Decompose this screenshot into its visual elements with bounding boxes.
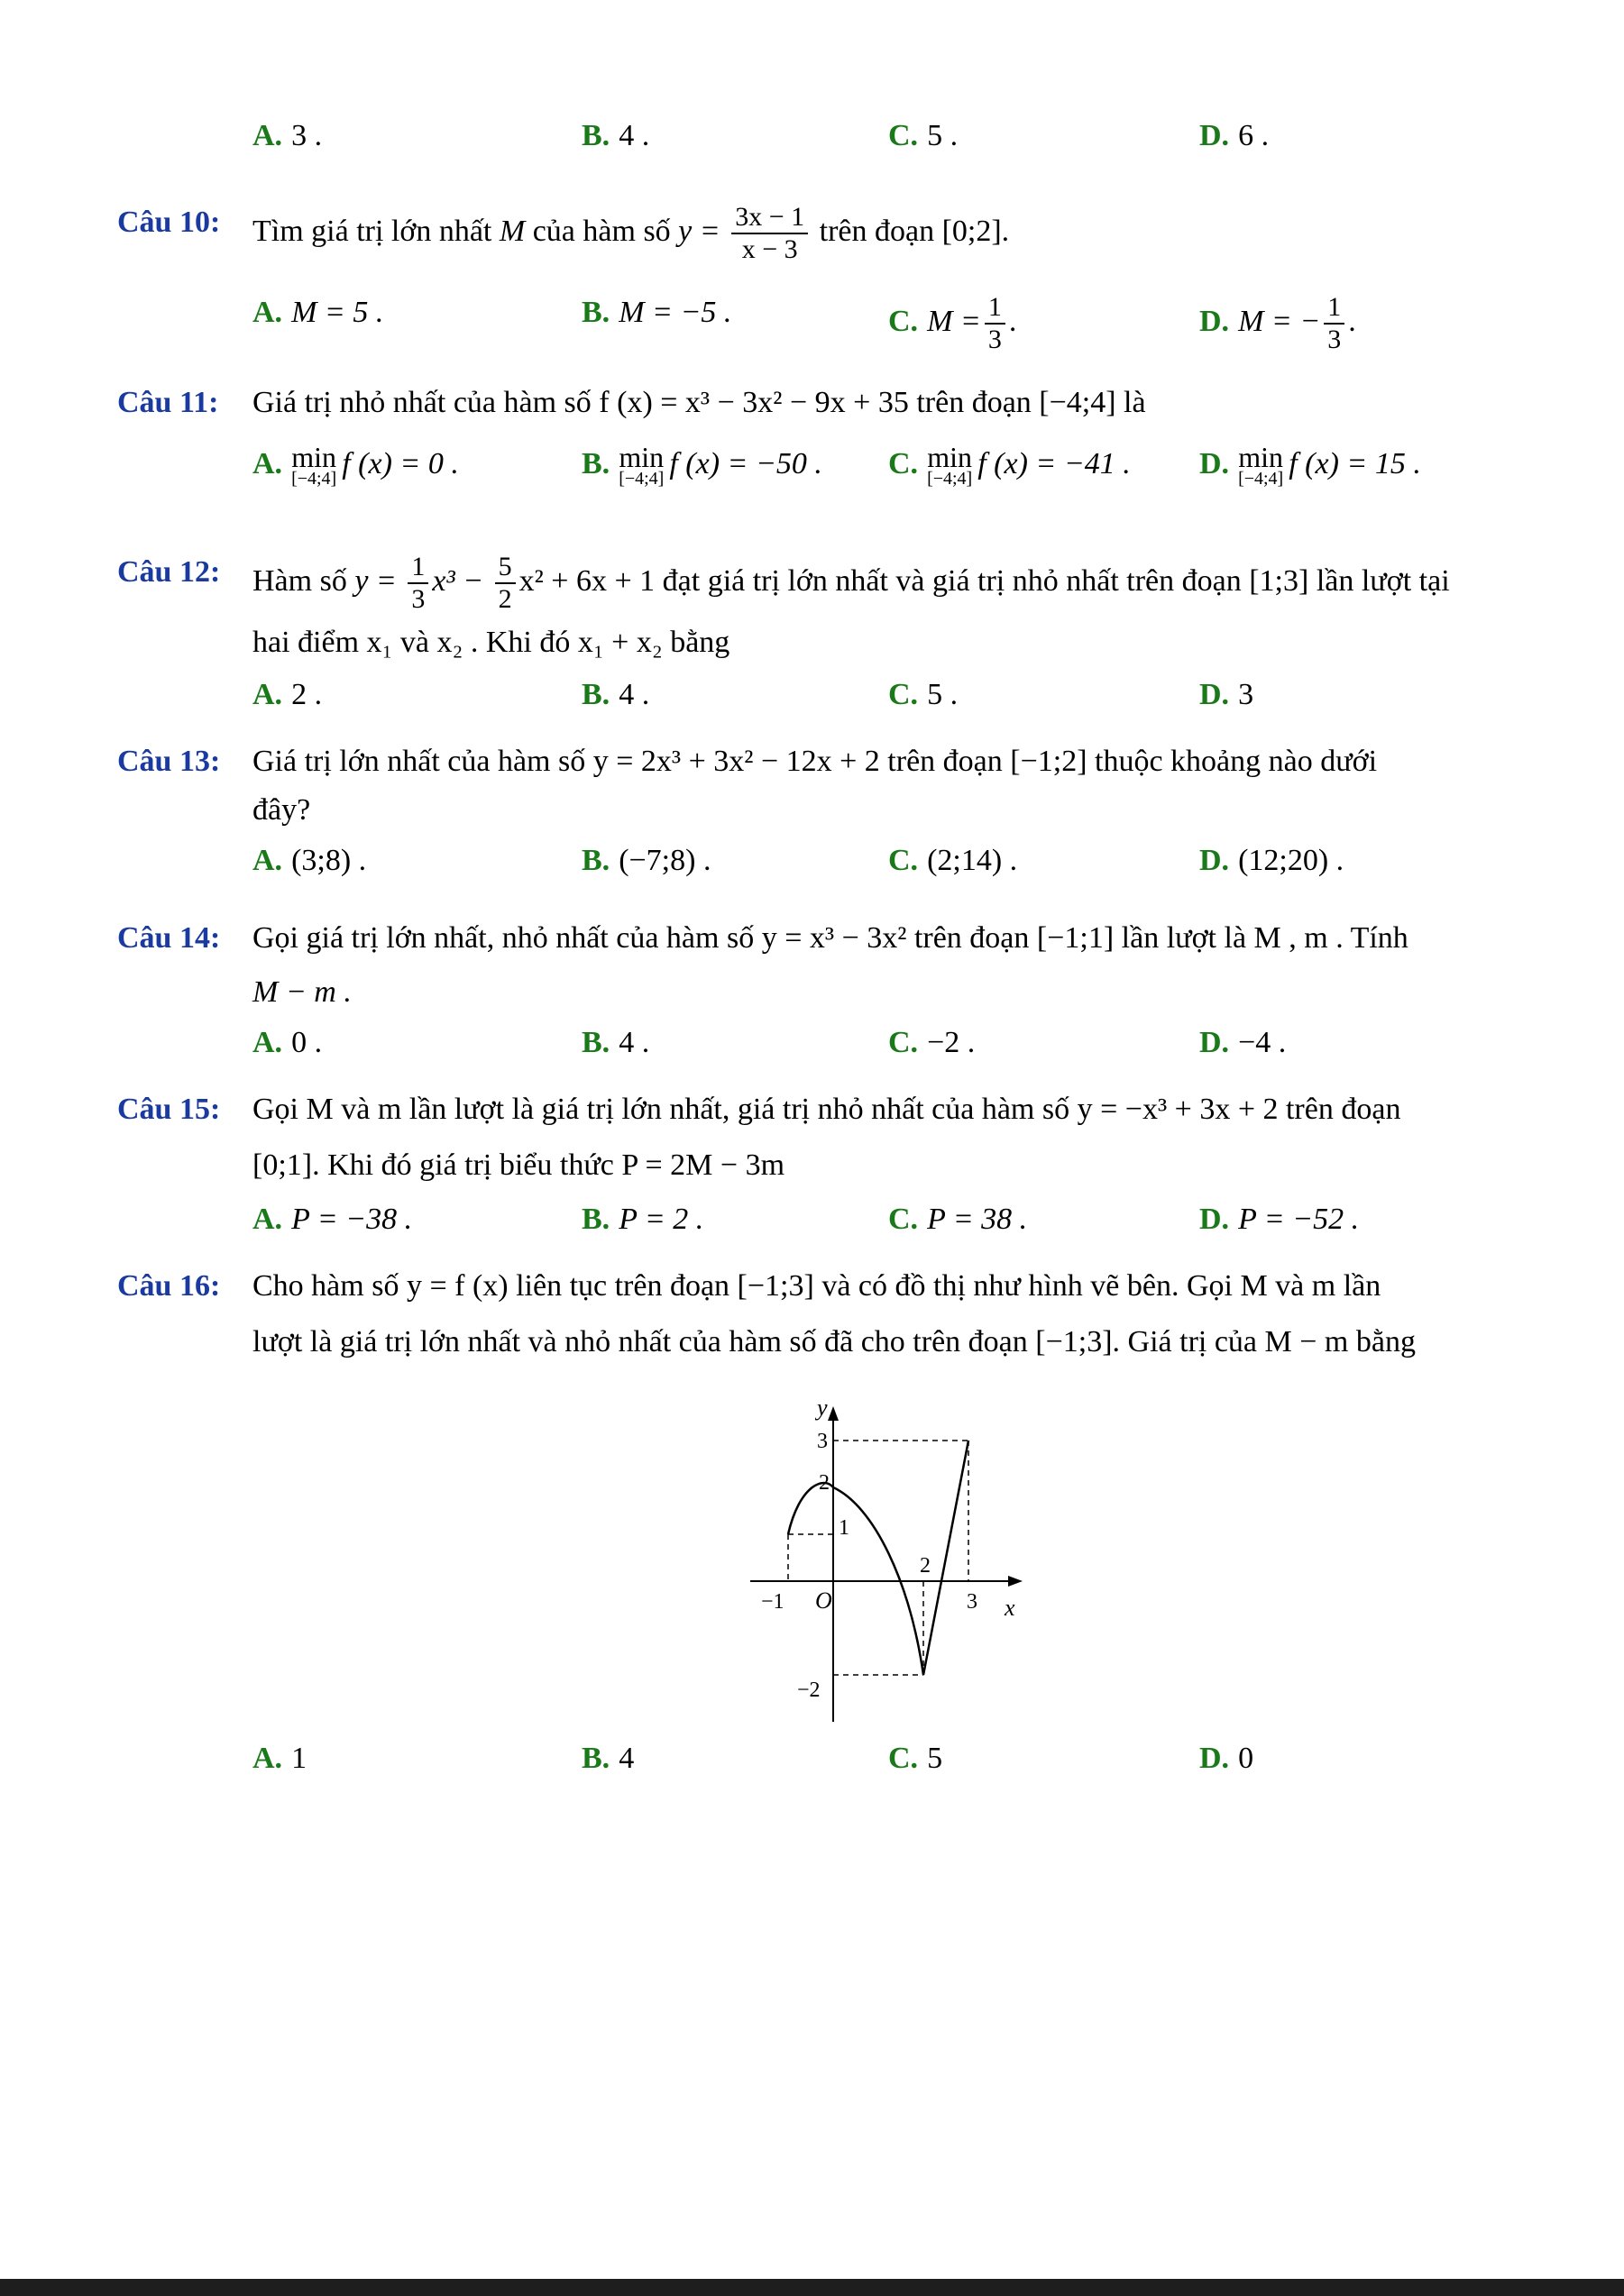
q16-text-line1: Cho hàm số y = f (x) liên tục trên đoạn [−1;3] và có đồ thị như hình vẽ bên. Gọi M và m lần (252, 1269, 1381, 1303)
q9-option-b[interactable]: B. 4 . (582, 119, 650, 152)
q15-option-b[interactable]: B. P = 2 . (582, 1203, 704, 1236)
tick-x-3: 3 (967, 1590, 977, 1614)
q13-text-line2: đây? (252, 793, 311, 827)
q14-option-b[interactable]: B. 4 . (582, 1026, 650, 1059)
q15-option-a[interactable]: A. P = −38 . (252, 1203, 413, 1236)
q10-text: Tìm giá trị lớn nhất M của hàm số y = $\frac{3x - 1}{x - 3}$ trên đoạn [0;2]. (252, 202, 1010, 264)
q16-option-a[interactable]: A. 1 (252, 1742, 307, 1775)
q12-option-a[interactable]: A. 2 . (252, 678, 323, 711)
x-axis-arrow-icon (1008, 1576, 1023, 1587)
q9-option-a[interactable]: A. 3 . (252, 119, 323, 152)
q14-text-line2: M − m . (252, 975, 352, 1009)
q13-option-c[interactable]: C. (2;14) . (888, 844, 1018, 877)
q12-text-line2: hai điểm x₁ và x₂ . Khi đó x₁ + x₂ bằng (252, 626, 730, 659)
q12-option-d[interactable]: D. 3 (1199, 678, 1254, 711)
y-axis-arrow-icon (828, 1406, 839, 1421)
q10-option-a[interactable]: A. M = 5 . (252, 296, 384, 329)
q16-number: Câu 16: (117, 1269, 221, 1303)
function-graph (741, 1388, 1039, 1731)
q15-text-line2: [0;1]. Khi đó giá trị biểu thức P = 2M − 3m (252, 1148, 785, 1182)
q10-option-c[interactable]: C. M = $\frac{1}{3}$ . (888, 292, 1017, 354)
q11-option-c[interactable]: C. min [−4;4] f (x) = −41 . (888, 441, 1131, 489)
q16-option-c[interactable]: C. 5 (888, 1742, 943, 1775)
tick-x-minus1: −1 (761, 1590, 784, 1614)
q14-option-c[interactable]: C. −2 . (888, 1026, 976, 1059)
q11-text: Giá trị nhỏ nhất của hàm số f (x) = x³ − 3x² − 9x + 35 trên đoạn [−4;4] là (252, 386, 1146, 419)
q12-text-line1: Hàm số y = $\frac{1}{3}$ x³ − $\frac{5}{2}$ x² + 6x + 1 đạt giá trị lớn nhất và giá trị nhỏ nhất trên đoạn [1;3] lần lượt tại (252, 552, 1450, 614)
x-axis-label: x (1005, 1595, 1015, 1621)
q9-option-d[interactable]: D. 6 . (1199, 119, 1270, 152)
q14-option-d[interactable]: D. −4 . (1199, 1026, 1287, 1059)
function-curve (788, 1441, 968, 1675)
dashed-guides (788, 1441, 968, 1675)
tick-y-1: 1 (839, 1516, 849, 1540)
q11-option-b[interactable]: B. min [−4;4] f (x) = −50 . (582, 441, 822, 489)
y-axis-label: y (817, 1395, 828, 1421)
q14-number: Câu 14: (117, 921, 221, 955)
q13-option-a[interactable]: A. (3;8) . (252, 844, 367, 877)
q15-option-c[interactable]: C. P = 38 . (888, 1203, 1028, 1236)
q14-text-line1: Gọi giá trị lớn nhất, nhỏ nhất của hàm số y = x³ − 3x² trên đoạn [−1;1] lần lượt là M , m . Tính (252, 921, 1408, 955)
q16-option-b[interactable]: B. 4 (582, 1742, 635, 1775)
q10-option-b[interactable]: B. M = −5 . (582, 296, 732, 329)
q16-option-d[interactable]: D. 0 (1199, 1742, 1254, 1775)
q12-option-b[interactable]: B. 4 . (582, 678, 650, 711)
q10-fraction: $\frac{3x - 1}{x - 3}$ (731, 202, 808, 265)
q12-number: Câu 12: (117, 555, 221, 589)
q13-text-line1: Giá trị lớn nhất của hàm số y = 2x³ + 3x² − 12x + 2 trên đoạn [−1;2] thuộc khoảng nào dưới (252, 745, 1378, 778)
bottom-bar (0, 2279, 1624, 2296)
q13-option-b[interactable]: B. (−7;8) . (582, 844, 711, 877)
q15-text-line1: Gọi M và m lần lượt là giá trị lớn nhất, giá trị nhỏ nhất của hàm số y = −x³ + 3x + 2 trên đoạn (252, 1093, 1401, 1126)
q13-option-d[interactable]: D. (12;20) . (1199, 844, 1344, 877)
q11-option-a[interactable]: A. min [−4;4] f (x) = 0 . (252, 441, 459, 489)
q10-option-d[interactable]: D. M = − $\frac{1}{3}$ . (1199, 292, 1356, 354)
q13-number: Câu 13: (117, 745, 221, 778)
tick-y-2: 2 (819, 1471, 830, 1495)
tick-y-3: 3 (817, 1430, 828, 1453)
q15-number: Câu 15: (117, 1093, 221, 1126)
q16-text-line2: lượt là giá trị lớn nhất và nhỏ nhất của hàm số đã cho trên đoạn [−1;3]. Giá trị của M − m bằng (252, 1325, 1416, 1358)
origin-label: O (815, 1587, 832, 1614)
q11-number: Câu 11: (117, 386, 219, 419)
tick-x-2: 2 (920, 1554, 931, 1578)
q15-option-d[interactable]: D. P = −52 . (1199, 1203, 1360, 1236)
q9-option-c[interactable]: C. 5 . (888, 119, 959, 152)
q14-option-a[interactable]: A. 0 . (252, 1026, 323, 1059)
q11-option-d[interactable]: D. min [−4;4] f (x) = 15 . (1199, 441, 1421, 489)
q12-option-c[interactable]: C. 5 . (888, 678, 959, 711)
tick-y-minus2: −2 (797, 1679, 821, 1702)
q10-number: Câu 10: (117, 206, 221, 239)
